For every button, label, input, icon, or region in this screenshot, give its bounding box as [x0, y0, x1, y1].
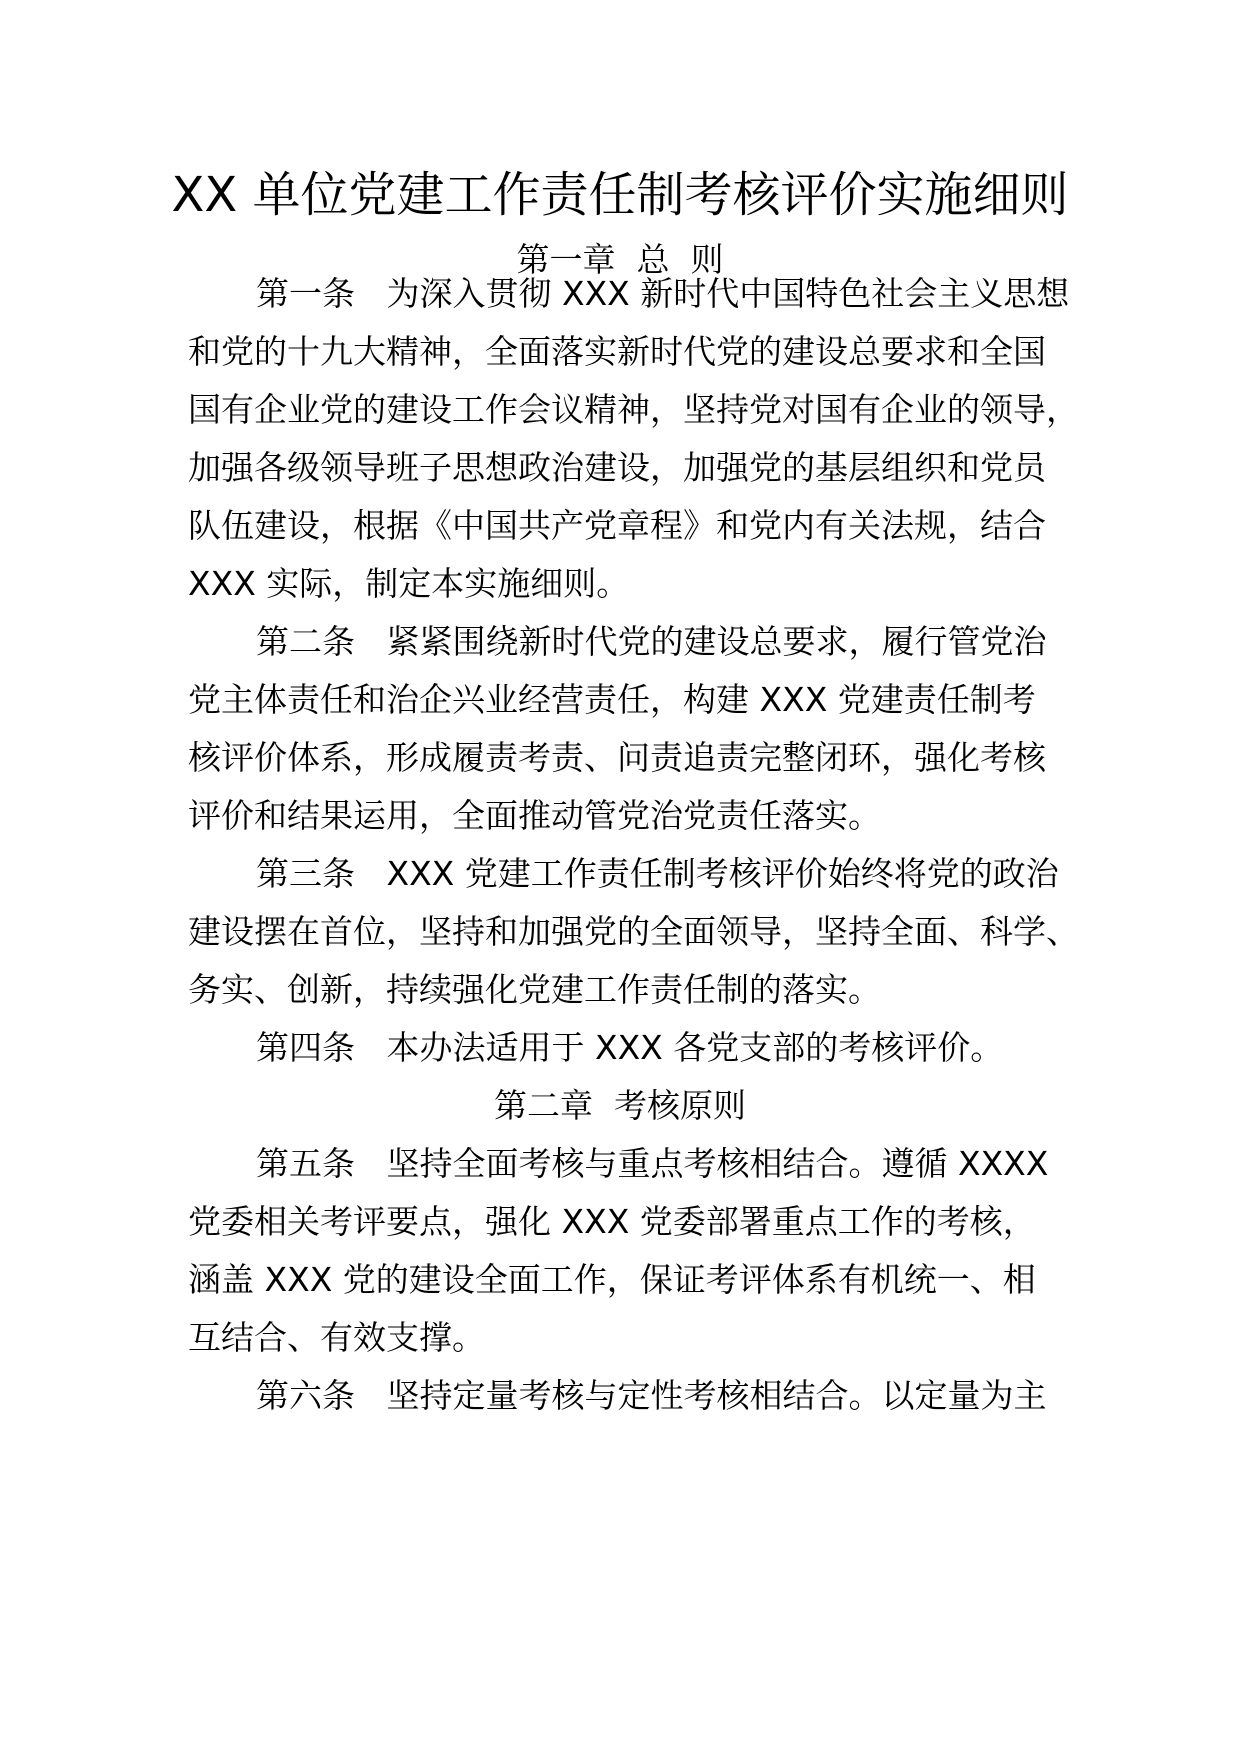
- paragraph-line: 务实、创新，持续强化党建工作责任制的落实。: [188, 970, 881, 1009]
- paragraph-line: 第三条 XXX 党建工作责任制考核评价始终将党的政治: [256, 854, 1059, 893]
- paragraph-line: 和党的十九大精神，全面落实新时代党的建设总要求和全国: [188, 332, 1046, 371]
- paragraph-line: 党主体责任和治企兴业经营责任，构建 XXX 党建责任制考: [188, 680, 1036, 719]
- chapter-heading-1: 第一章 总 则: [516, 240, 724, 279]
- paragraph-line: 党委相关考评要点，强化 XXX 党委部署重点工作的考核，: [188, 1202, 1036, 1241]
- paragraph-line: XXX 实际，制定本实施细则。: [188, 564, 630, 603]
- paragraph-line: 加强各级领导班子思想政治建设，加强党的基层组织和党员: [188, 448, 1046, 487]
- paragraph-line: 第五条 坚持全面考核与重点考核相结合。遵循 XXXX: [256, 1144, 1049, 1183]
- paragraph-line: 互结合、有效支撑。: [188, 1318, 485, 1357]
- document-title: XX 单位党建工作责任制考核评价实施细则: [171, 167, 1069, 223]
- paragraph-line: 队伍建设，根据《中国共产党章程》和党内有关法规，结合: [188, 506, 1046, 545]
- paragraph-line: 第六条 坚持定量考核与定性考核相结合。以定量为主: [256, 1376, 1047, 1415]
- paragraph-line: 涵盖 XXX 党的建设全面工作，保证考评体系有机统一、相: [188, 1260, 1036, 1299]
- paragraph-line: 国有企业党的建设工作会议精神，坚持党对国有企业的领导，: [188, 390, 1079, 429]
- chapter-heading-2: 第二章 考核原则: [494, 1086, 746, 1125]
- paragraph-line: 第一条 为深入贯彻 XXX 新时代中国特色社会主义思想: [256, 274, 1070, 313]
- paragraph-line: 评价和结果运用，全面推动管党治党责任落实。: [188, 796, 881, 835]
- paragraph-line: 核评价体系，形成履责考责、问责追责完整闭环，强化考核: [188, 738, 1046, 777]
- paragraph-line: 第四条 本办法适用于 XXX 各党支部的考核评价。: [256, 1028, 1004, 1067]
- paragraph-line: 建设摆在首位，坚持和加强党的全面领导，坚持全面、科学、: [188, 912, 1079, 951]
- paragraph-line: 第二条 紧紧围绕新时代党的建设总要求，履行管党治: [256, 622, 1047, 661]
